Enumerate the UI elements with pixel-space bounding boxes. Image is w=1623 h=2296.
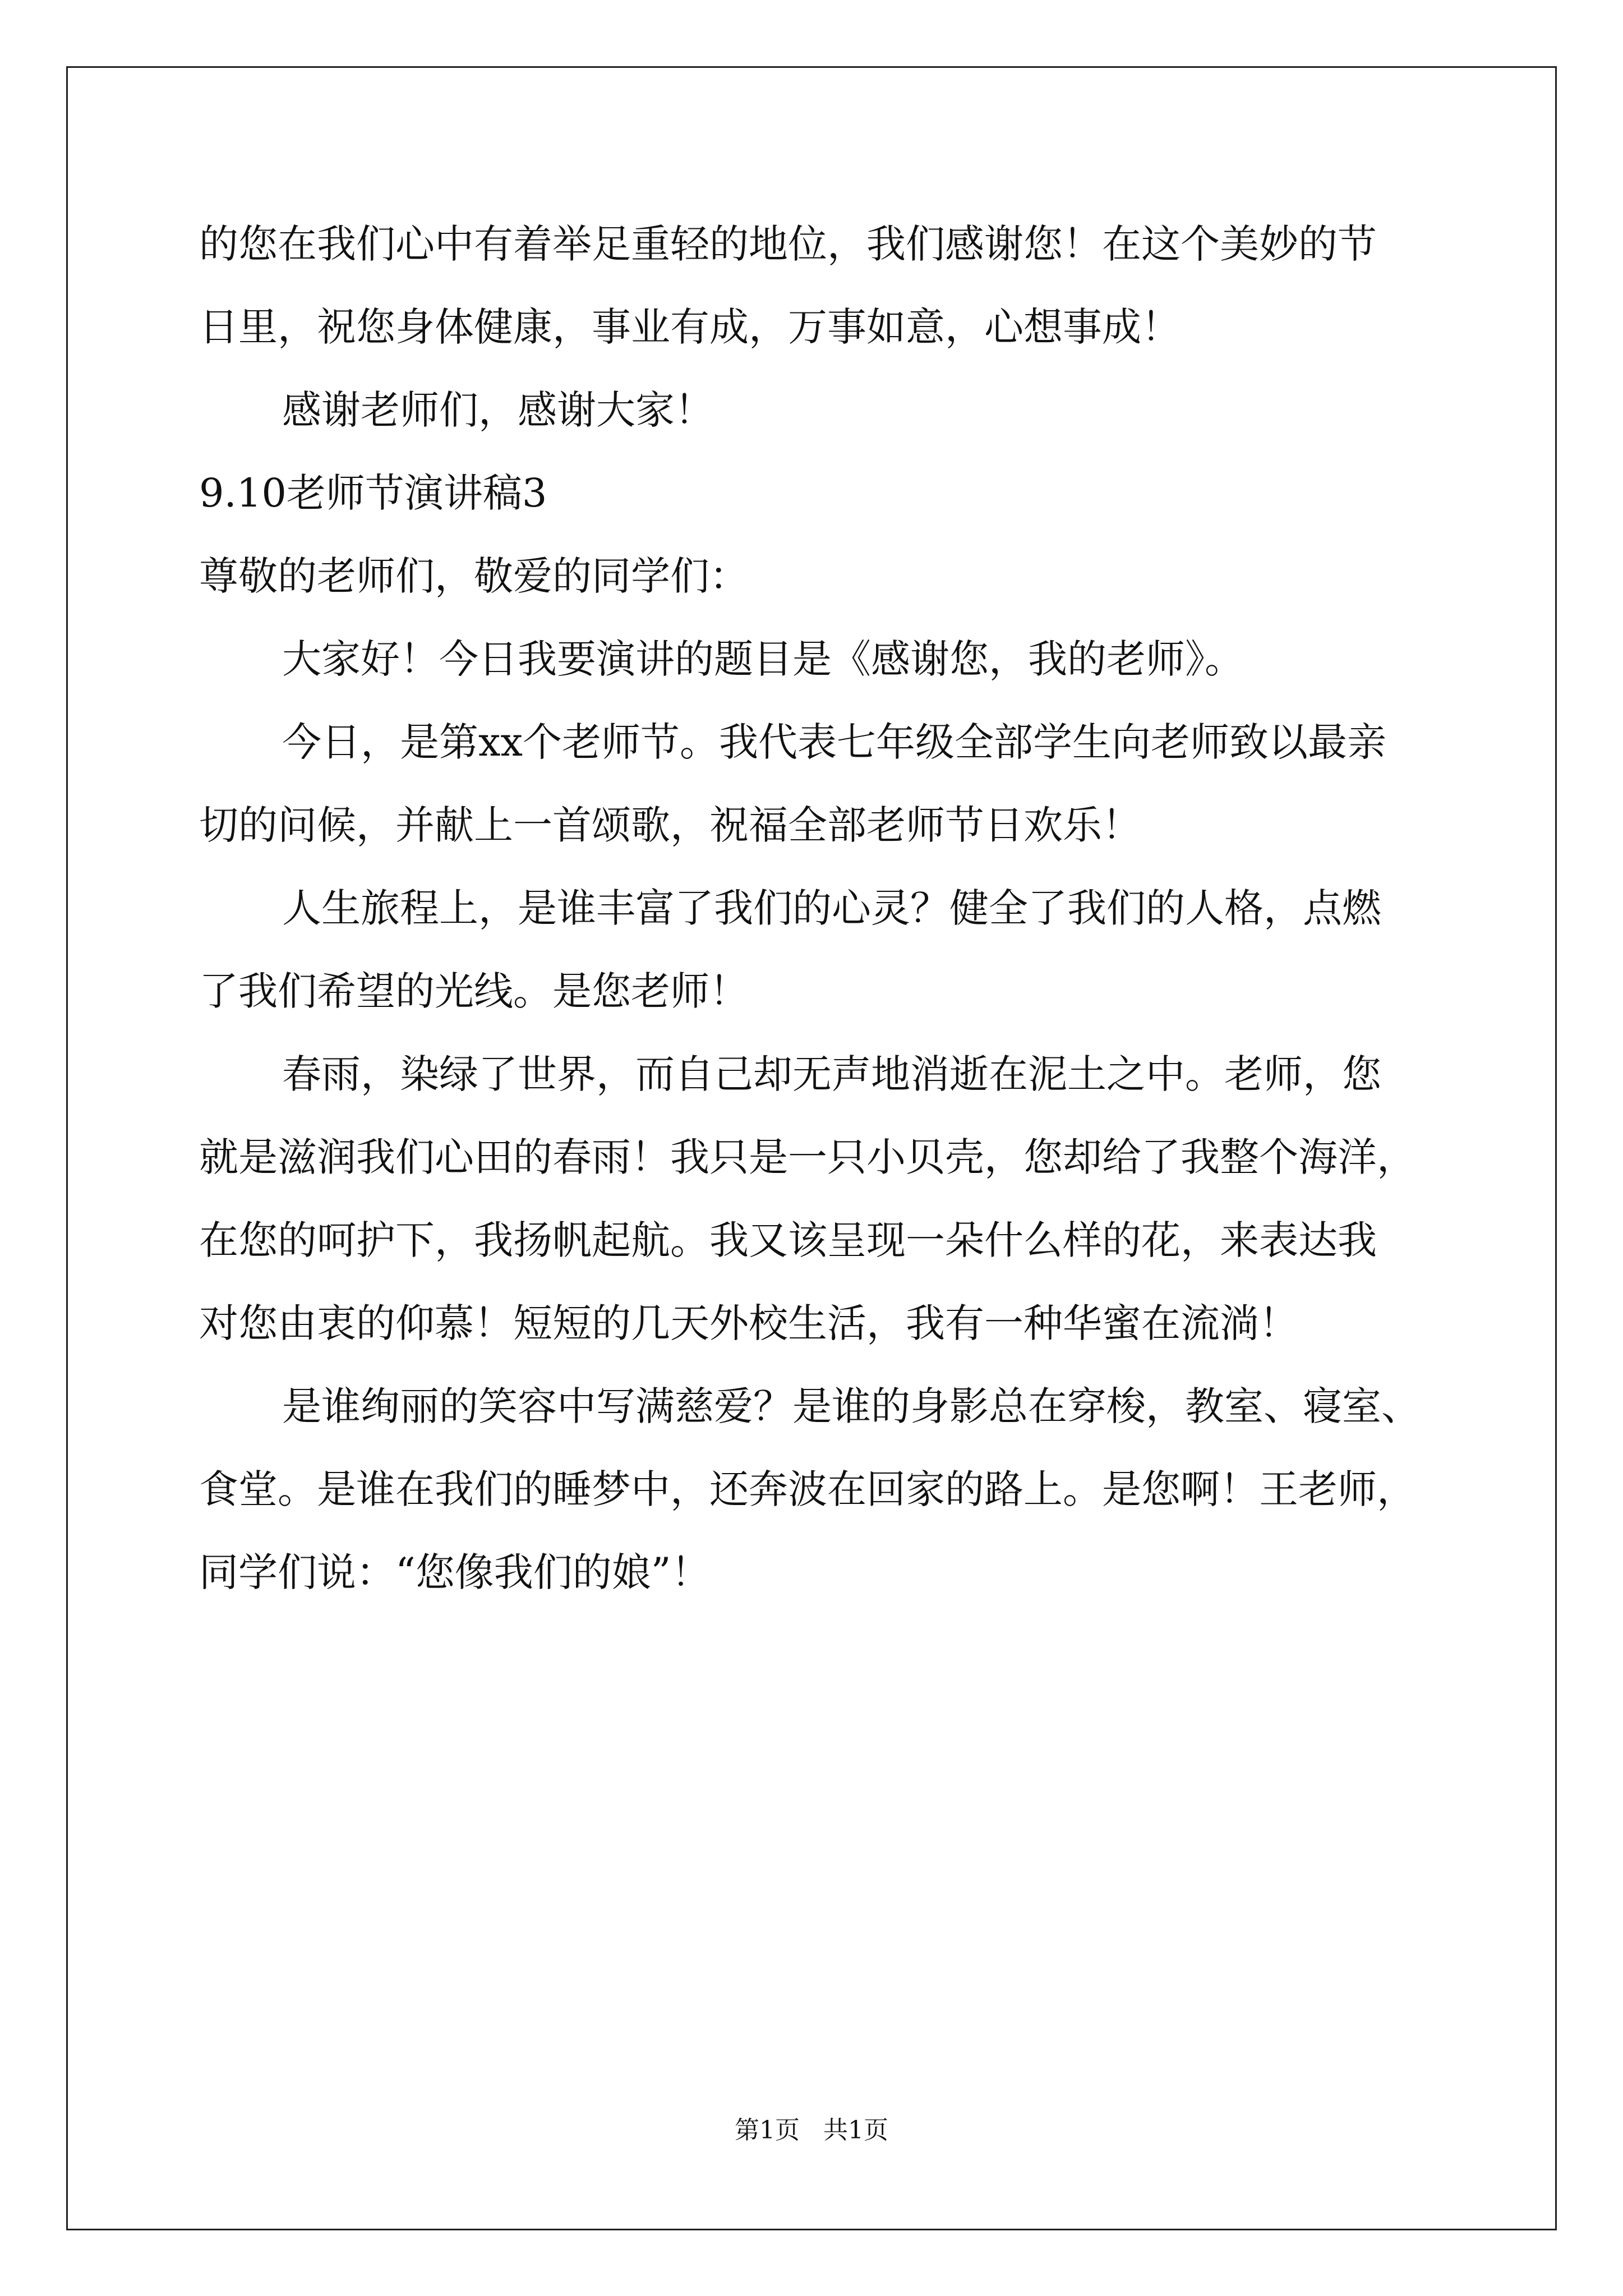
paragraph-line-12: 就是滋润我们心田的春雨！我只是一只小贝壳，您却给了我整个海洋， xyxy=(199,1134,1416,1180)
paragraph-line-14: 对您由衷的仰慕！短短的几天外校生活，我有一种华蜜在流淌！ xyxy=(199,1300,1298,1346)
paragraph-line-1: 的您在我们心中有着举足重轻的地位，我们感谢您！在这个美妙的节 xyxy=(199,221,1377,267)
paragraph-line-6: 大家好！今日我要演讲的题目是《感谢您，我的老师》。 xyxy=(282,636,1244,682)
paragraph-line-10: 了我们希望的光线。是您老师！ xyxy=(199,968,749,1014)
paragraph-line-11: 春雨，染绿了世界，而自己却无声地消逝在泥土之中。老师，您 xyxy=(282,1051,1381,1097)
paragraph-line-13: 在您的呵护下，我扬帆起航。我又该呈现一朵什么样的花，来表达我 xyxy=(199,1217,1377,1263)
paragraph-line-17: 同学们说：“您像我们的娘”！ xyxy=(199,1549,711,1595)
page-number-footer: 第1页 共1页 xyxy=(735,2116,888,2145)
paragraph-line-8: 切的问候，并献上一首颂歌，祝福全部老师节日欢乐！ xyxy=(199,802,1141,848)
section-heading: 9.10老师节演讲稿3 xyxy=(199,470,547,516)
paragraph-line-15: 是谁绚丽的笑容中写满慈爱？是谁的身影总在穿梭，教室、寝室、 xyxy=(282,1383,1421,1429)
paragraph-line-2: 日里，祝您身体健康，事业有成，万事如意，心想事成！ xyxy=(199,304,1181,350)
paragraph-line-7: 今日，是第xx个老师节。我代表七年级全部学生向老师致以最亲 xyxy=(282,719,1386,765)
paragraph-line-9: 人生旅程上，是谁丰富了我们的心灵？健全了我们的人格，点燃 xyxy=(282,885,1381,931)
paragraph-line-3: 感谢老师们，感谢大家！ xyxy=(282,387,714,433)
salutation-line: 尊敬的老师们，敬爱的同学们： xyxy=(199,553,749,599)
paragraph-line-16: 食堂。是谁在我们的睡梦中，还奔波在回家的路上。是您啊！王老师， xyxy=(199,1466,1416,1512)
